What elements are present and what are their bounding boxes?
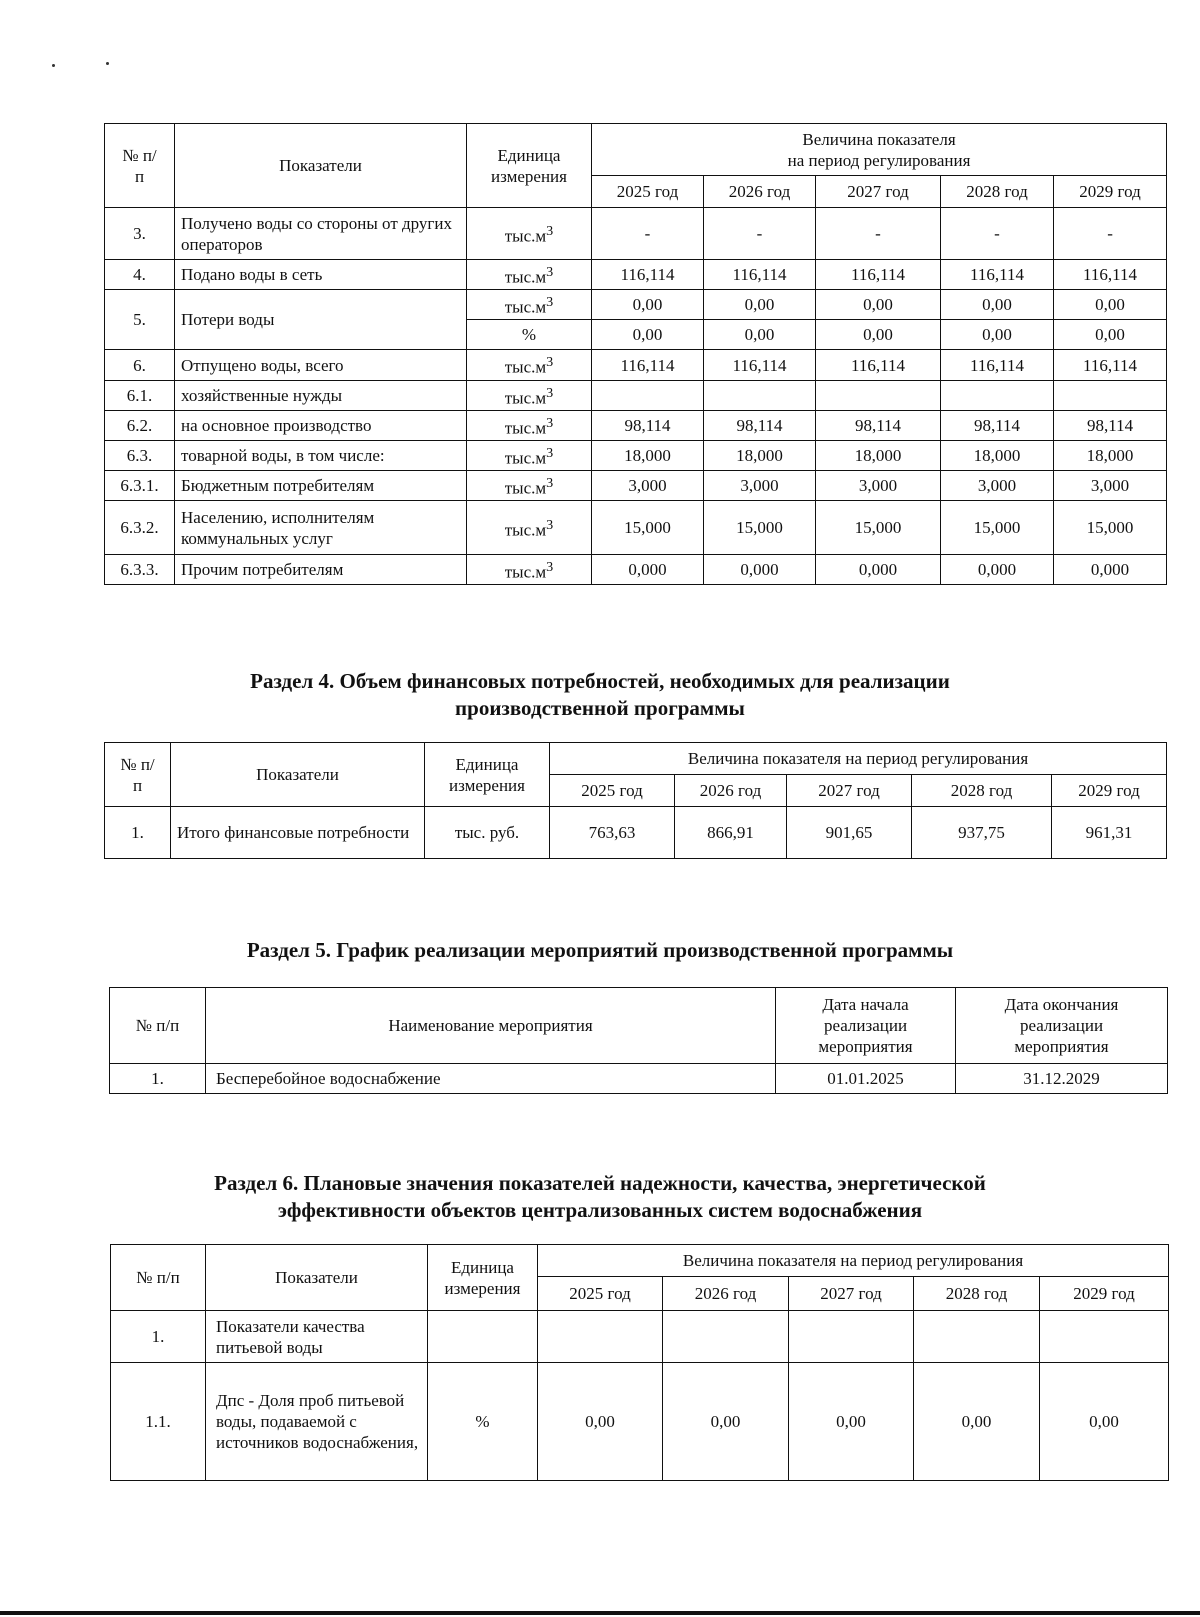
row-num: 6.3. [105, 441, 175, 471]
row-unit: $тыс.м^3$ [467, 290, 592, 320]
row-label: товарной воды, в том числе: [175, 441, 467, 471]
schedule-table [109, 987, 1168, 1094]
water-balance-table [104, 123, 1167, 585]
col-header-period: Величина показателя на период регулирования [550, 743, 1167, 775]
row-value: 0,000 [941, 555, 1054, 585]
row-value: 3,000 [704, 471, 816, 501]
row-label: на основное производство [175, 411, 467, 441]
col-header-end-date: Дата окончания реализации мероприятия [956, 988, 1168, 1064]
row-value: 18,000 [704, 441, 816, 471]
year-header: 2027 год [789, 1277, 914, 1311]
col-header-num: № п/п [111, 1245, 206, 1311]
col-header-num: № п/п [105, 743, 171, 807]
col-header-period: Величина показателя на период регулирования [538, 1245, 1169, 1277]
col-header-indicator: Показатели [175, 124, 467, 208]
table-row [105, 441, 1167, 471]
row-num: 5. [105, 290, 175, 350]
row-value: 98,114 [1054, 411, 1167, 441]
row-value [941, 381, 1054, 411]
scan-speck [106, 62, 109, 65]
section6-title [0, 1170, 1200, 1224]
row-value: 0,00 [816, 320, 941, 350]
row-value: 15,000 [592, 501, 704, 555]
row-value: 961,31 [1052, 807, 1167, 859]
year-header: 2025 год [538, 1277, 663, 1311]
row-value: - [592, 208, 704, 260]
table-row [105, 807, 1167, 859]
row-num: 6.3.2. [105, 501, 175, 555]
row-label: Получено воды со стороны от других операторов [175, 208, 467, 260]
row-value: 15,000 [704, 501, 816, 555]
row-value: 0,00 [941, 290, 1054, 320]
row-num: 1. [111, 1311, 206, 1363]
row-value: 0,000 [816, 555, 941, 585]
row-value: 116,114 [1054, 260, 1167, 290]
row-value: 116,114 [592, 260, 704, 290]
row-unit: тыс. руб. [425, 807, 550, 859]
row-value [538, 1311, 663, 1363]
row-value: 116,114 [941, 260, 1054, 290]
year-header: 2026 год [675, 775, 787, 807]
row-num: 4. [105, 260, 175, 290]
row-unit: % [467, 320, 592, 350]
row-num: 3. [105, 208, 175, 260]
row-unit: $тыс.м^3$ [467, 260, 592, 290]
row-value: 18,000 [1054, 441, 1167, 471]
row-value [704, 381, 816, 411]
row-value: 116,114 [816, 350, 941, 381]
row-value: 98,114 [592, 411, 704, 441]
period-line-2: на период регулирования [787, 150, 971, 170]
year-header: 2029 год [1040, 1277, 1169, 1311]
period-line-1: Величина показателя [802, 129, 956, 149]
row-value: 98,114 [941, 411, 1054, 441]
row-value: 866,91 [675, 807, 787, 859]
row-value: 15,000 [1054, 501, 1167, 555]
scan-speck [52, 64, 55, 67]
row-value: 901,65 [787, 807, 912, 859]
row-value: 98,114 [816, 411, 941, 441]
year-header: 2028 год [914, 1277, 1040, 1311]
row-value: 0,00 [1054, 320, 1167, 350]
row-value: 18,000 [816, 441, 941, 471]
row-value: 116,114 [704, 260, 816, 290]
row-value: 0,00 [941, 320, 1054, 350]
row-label: Потери воды [175, 290, 467, 350]
col-header-indicator: Показатели [171, 743, 425, 807]
section6-title-line-2: эффективности объектов централизованных систем водоснабжения [277, 1198, 923, 1222]
table-row [111, 1363, 1169, 1481]
reliability-quality-table [110, 1244, 1169, 1481]
table-row [105, 555, 1167, 585]
row-value: 116,114 [941, 350, 1054, 381]
row-value: 3,000 [941, 471, 1054, 501]
row-value: 0,00 [816, 290, 941, 320]
table-row [105, 411, 1167, 441]
row-value: 3,000 [1054, 471, 1167, 501]
row-unit: % [428, 1363, 538, 1481]
col-header-unit: Единица измерения [467, 124, 592, 208]
section4-title-line-2: производственной программы [455, 696, 745, 720]
row-value: 3,000 [816, 471, 941, 501]
table-row [105, 260, 1167, 290]
row-value: - [704, 208, 816, 260]
year-header: 2026 год [663, 1277, 789, 1311]
year-header: 2026 год [704, 176, 816, 208]
row-value [1040, 1311, 1169, 1363]
row-value: 98,114 [704, 411, 816, 441]
row-value: 18,000 [592, 441, 704, 471]
year-header: 2025 год [592, 176, 704, 208]
row-label: Бюджетным потребителям [175, 471, 467, 501]
row-unit: $тыс.м^3$ [467, 471, 592, 501]
table-row [105, 471, 1167, 501]
row-name: Бесперебойное водоснабжение [206, 1064, 776, 1094]
row-num: 6.3.3. [105, 555, 175, 585]
financial-needs-table [104, 742, 1167, 859]
row-value: 0,00 [789, 1363, 914, 1481]
row-value: 0,00 [663, 1363, 789, 1481]
year-header: 2025 год [550, 775, 675, 807]
row-value: 18,000 [941, 441, 1054, 471]
year-header: 2029 год [1052, 775, 1167, 807]
col-header-indicator: Показатели [206, 1245, 428, 1311]
row-num: 1.1. [111, 1363, 206, 1481]
table-row [111, 1311, 1169, 1363]
row-value: 763,63 [550, 807, 675, 859]
row-value: 116,114 [592, 350, 704, 381]
table-row [105, 350, 1167, 381]
row-num: 6.2. [105, 411, 175, 441]
row-value [663, 1311, 789, 1363]
table-row [105, 381, 1167, 411]
row-label: Отпущено воды, всего [175, 350, 467, 381]
row-value: 0,00 [704, 320, 816, 350]
section6-title-line-1: Раздел 6. Плановые значения показателей надежности, качества, энергетической [214, 1171, 986, 1195]
row-value [914, 1311, 1040, 1363]
section4-title [0, 668, 1200, 722]
section4-title-line-1: Раздел 4. Объем финансовых потребностей, необходимых для реализации [250, 669, 950, 693]
row-value: 0,00 [704, 290, 816, 320]
row-num: 1. [105, 807, 171, 859]
page-bottom-edge [0, 1611, 1200, 1615]
row-end-date: 31.12.2029 [956, 1064, 1168, 1094]
year-header: 2028 год [941, 176, 1054, 208]
row-unit: $тыс.м^3$ [467, 411, 592, 441]
row-value: - [816, 208, 941, 260]
col-header-unit: Единица измерения [425, 743, 550, 807]
row-label: Итого финансовые потребности [171, 807, 425, 859]
row-value: 0,000 [704, 555, 816, 585]
row-unit: $тыс.м^3$ [467, 381, 592, 411]
row-value: 15,000 [816, 501, 941, 555]
table-row [105, 208, 1167, 260]
col-header-num: № п/п [110, 988, 206, 1064]
col-header-num: № п/п [105, 124, 175, 208]
table-row [105, 290, 1167, 320]
section5-title [0, 937, 1200, 964]
col-header-name: Наименование мероприятия [206, 988, 776, 1064]
row-value: 0,00 [1054, 290, 1167, 320]
row-value: 15,000 [941, 501, 1054, 555]
row-value: - [1054, 208, 1167, 260]
row-value: 0,000 [592, 555, 704, 585]
row-num: 6.1. [105, 381, 175, 411]
table-row [110, 1064, 1168, 1094]
row-unit [428, 1311, 538, 1363]
year-header: 2027 год [816, 176, 941, 208]
row-start-date: 01.01.2025 [776, 1064, 956, 1094]
row-unit: $тыс.м^3$ [467, 441, 592, 471]
row-label: Дпс - Доля проб питьевой воды, подаваемой с источников водоснабжения, [206, 1363, 428, 1481]
row-unit: $тыс.м^3$ [467, 501, 592, 555]
col-header-unit: Единица измерения [428, 1245, 538, 1311]
row-value: 116,114 [704, 350, 816, 381]
year-header: 2027 год [787, 775, 912, 807]
row-unit: $тыс.м^3$ [467, 555, 592, 585]
row-value: 0,00 [914, 1363, 1040, 1481]
table-row [105, 501, 1167, 555]
row-unit: $тыс.м^3$ [467, 208, 592, 260]
row-value: 0,00 [592, 320, 704, 350]
row-value: 0,00 [1040, 1363, 1169, 1481]
row-label: Показатели качества питьевой воды [206, 1311, 428, 1363]
row-value: 3,000 [592, 471, 704, 501]
row-num: 6. [105, 350, 175, 381]
col-header-start-date: Дата начала реализации мероприятия [776, 988, 956, 1064]
section5-title-line: Раздел 5. График реализации мероприятий производственной программы [246, 938, 954, 962]
row-unit: $тыс.м^3$ [467, 350, 592, 381]
row-value: 937,75 [912, 807, 1052, 859]
row-value: - [941, 208, 1054, 260]
row-label: Прочим потребителям [175, 555, 467, 585]
row-label: Населению, исполнителям коммунальных услуг [175, 501, 467, 555]
row-label: хозяйственные нужды [175, 381, 467, 411]
row-value: 116,114 [816, 260, 941, 290]
row-num: 6.3.1. [105, 471, 175, 501]
year-header: 2028 год [912, 775, 1052, 807]
row-value: 0,00 [538, 1363, 663, 1481]
row-value [816, 381, 941, 411]
row-num: 1. [110, 1064, 206, 1094]
row-label: Подано воды в сеть [175, 260, 467, 290]
year-header: 2029 год [1054, 176, 1167, 208]
row-value: 0,000 [1054, 555, 1167, 585]
row-value [789, 1311, 914, 1363]
col-header-period [592, 124, 1167, 176]
row-value: 116,114 [1054, 350, 1167, 381]
row-value: 0,00 [592, 290, 704, 320]
row-value [592, 381, 704, 411]
row-value [1054, 381, 1167, 411]
